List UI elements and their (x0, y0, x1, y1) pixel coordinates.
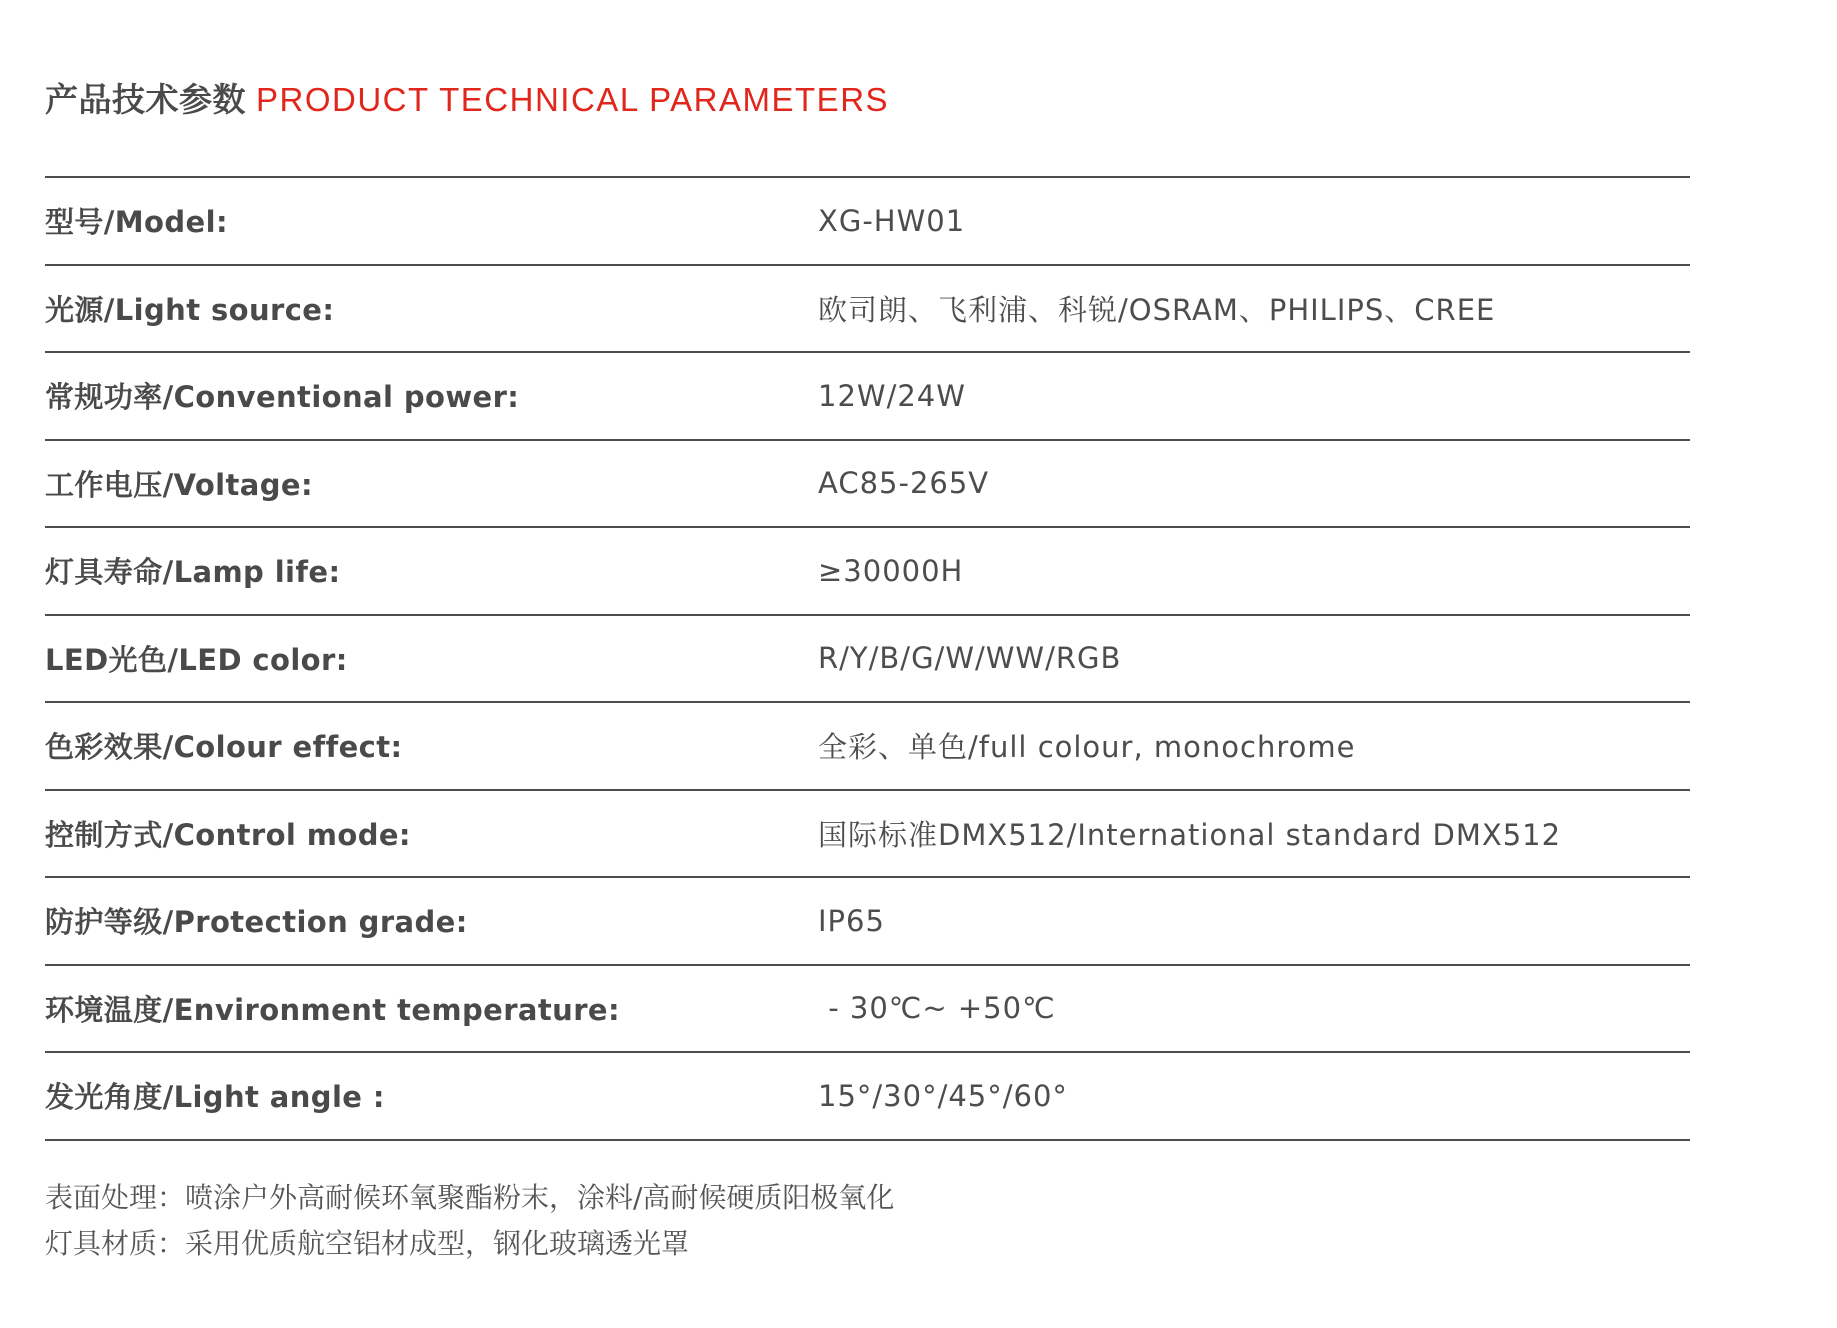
page-title (45, 70, 1690, 130)
param-row-lamp-life (45, 528, 1690, 616)
param-value: R/Y/B/G/W/WW/RGB (818, 641, 1122, 676)
page-title-chinese: 产品技术参数 (45, 80, 246, 119)
param-label: 工作电压/Voltage: (45, 467, 313, 502)
param-value: 全彩、单色/full colour, monochrome (818, 730, 1356, 765)
param-row-environment-temperature (45, 966, 1690, 1054)
param-row-protection-grade (45, 878, 1690, 966)
param-label: 控制方式/Control mode: (45, 817, 411, 852)
param-label: 色彩效果/Colour effect: (45, 730, 403, 765)
technical-parameters-sheet (45, 70, 1690, 1267)
note-lamp-material: 灯具材质：采用优质航空铝材成型，钢化玻璃透光罩 (45, 1226, 690, 1260)
param-row-colour-effect (45, 703, 1690, 791)
param-label: 发光角度/Light angle : (45, 1080, 385, 1115)
param-value: AC85-265V (818, 466, 990, 501)
material-notes (45, 1175, 1690, 1267)
param-row-led-color (45, 616, 1690, 704)
param-label: 防护等级/Protection grade: (45, 905, 468, 940)
param-value: - 30℃~ +50℃ (818, 991, 1056, 1026)
param-label: 型号/Model: (45, 205, 228, 240)
param-row-voltage (45, 441, 1690, 529)
param-label: 常规功率/Conventional power: (45, 380, 520, 415)
note-surface-treatment: 表面处理：喷涂户外高耐候环氧聚酯粉末，涂料/高耐候硬质阳极氧化 (45, 1180, 895, 1214)
param-value: 15°/30°/45°/60° (818, 1078, 1068, 1113)
param-value: 12W/24W (818, 378, 966, 413)
param-label: LED光色/LED color: (45, 642, 348, 677)
param-value: 国际标准DMX512/International standard DMX512 (818, 817, 1562, 852)
param-value: ≥30000H (818, 553, 964, 588)
param-label: 灯具寿命/Lamp life: (45, 555, 341, 590)
param-row-model (45, 178, 1690, 266)
param-row-conventional-power (45, 353, 1690, 441)
param-row-control-mode (45, 791, 1690, 879)
param-value: IP65 (818, 903, 885, 938)
parameters-table (45, 176, 1690, 1141)
param-row-light-source (45, 266, 1690, 354)
param-value: XG-HW01 (818, 203, 966, 238)
param-label: 光源/Light source: (45, 292, 335, 327)
param-row-light-angle (45, 1053, 1690, 1141)
param-value: 欧司朗、飞利浦、科锐/OSRAM、PHILIPS、CREE (818, 292, 1496, 327)
page-title-english: PRODUCT TECHNICAL PARAMETERS (256, 81, 890, 118)
param-label: 环境温度/Environment temperature: (45, 992, 620, 1027)
